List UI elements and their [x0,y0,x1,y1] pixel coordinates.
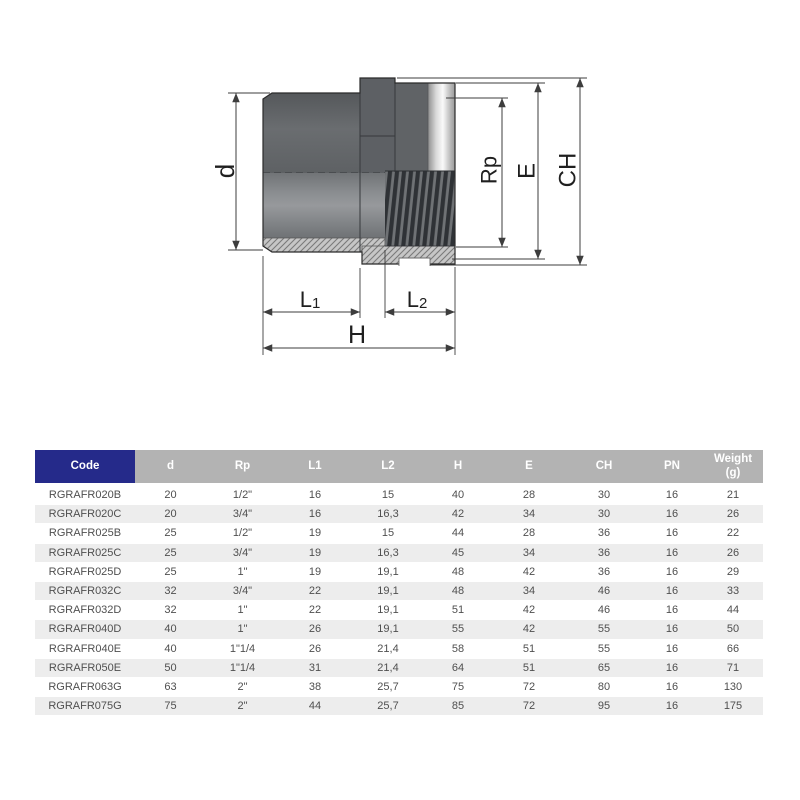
dim-label-d: d [210,163,240,179]
row-code-cell: RGRAFR040D [35,620,135,639]
table-cell: 1"1/4 [206,659,279,678]
table-cell: 64 [425,659,491,678]
table-row [35,524,763,543]
table-cell: 46 [567,582,641,601]
table-cell: 1" [206,601,279,620]
table-cell: 85 [425,697,491,716]
table-cell: 33 [703,582,763,601]
table-cell: 51 [425,601,491,620]
table-cell: 42 [491,601,567,620]
table-cell: 22 [279,582,351,601]
table-cell: 16 [279,486,351,505]
table-cell: 31 [279,659,351,678]
table-cell: 19 [279,524,351,543]
table-cell: 32 [135,601,206,620]
table-cell: 26 [279,640,351,659]
table-cell: 55 [567,640,641,659]
bore-section [263,173,385,238]
table-cell: 16 [641,640,703,659]
table-cell: 65 [567,659,641,678]
table-row [35,505,763,524]
table-cell: 16 [641,678,703,697]
table-cell: 15 [351,486,425,505]
table-cell: 16,3 [351,544,425,563]
table-cell: 36 [567,524,641,543]
table-row [35,601,763,620]
table-cell: 44 [703,601,763,620]
table-cell: 28 [491,486,567,505]
table-cell: 1/2" [206,524,279,543]
table-row [35,640,763,659]
spec-table [35,450,763,716]
table-cell: 1"1/4 [206,640,279,659]
table-cell: 25 [135,544,206,563]
dim-label-l2: L2 [406,287,428,312]
table-cell: 19 [279,563,351,582]
table-cell: 42 [491,563,567,582]
table-cell: 16 [641,505,703,524]
table-cell: 21,4 [351,640,425,659]
table-cell: 16 [641,620,703,639]
table-cell: 19,1 [351,563,425,582]
table-row [35,486,763,505]
table-cell: 34 [491,544,567,563]
row-code-cell: RGRAFR063G [35,678,135,697]
spigot-body [263,93,360,173]
table-cell: 16 [641,486,703,505]
header-rp: Rp [206,450,279,486]
table-cell: 36 [567,563,641,582]
header-row [35,450,763,486]
dimension-l1 [263,256,360,355]
table-cell: 1" [206,620,279,639]
table-cell: 20 [135,505,206,524]
table-cell: 19,1 [351,601,425,620]
dim-label-e: E [513,162,541,180]
table-cell: 16 [641,582,703,601]
table-cell: 19 [279,544,351,563]
table-cell: 2" [206,697,279,716]
table-cell: 16 [279,505,351,524]
table-cell: 50 [135,659,206,678]
row-code-cell: RGRAFR025D [35,563,135,582]
table-row [35,678,763,697]
table-cell: 72 [491,697,567,716]
table-cell: 34 [491,505,567,524]
table-cell: 32 [135,582,206,601]
table-cell: 34 [491,582,567,601]
table-row [35,582,763,601]
dimension-h [263,321,455,349]
row-code-cell: RGRAFR025B [35,524,135,543]
table-cell: 55 [567,620,641,639]
table-cell: 71 [703,659,763,678]
row-code-cell: RGRAFR050E [35,659,135,678]
table-cell: 40 [425,486,491,505]
table-cell: 36 [567,544,641,563]
table-cell: 19,1 [351,582,425,601]
table-cell: 22 [703,524,763,543]
table-cell: 2" [206,678,279,697]
table-body [35,486,763,716]
table-cell: 175 [703,697,763,716]
table-cell: 55 [425,620,491,639]
dim-label-ch: CH [554,152,582,188]
table-cell: 46 [567,601,641,620]
table-cell: 58 [425,640,491,659]
dim-label-h: H [347,321,367,349]
header-l1: L1 [279,450,351,486]
table-row [35,697,763,716]
dim-label-rp: Rp [476,155,502,185]
table-cell: 28 [491,524,567,543]
table-row [35,620,763,639]
row-code-cell: RGRAFR020C [35,505,135,524]
table-cell: 19,1 [351,620,425,639]
table-cell: 44 [425,524,491,543]
table-cell: 15 [351,524,425,543]
row-code-cell: RGRAFR020B [35,486,135,505]
table-cell: 48 [425,563,491,582]
table-cell: 42 [425,505,491,524]
table-cell: 16 [641,544,703,563]
table-header [35,450,763,486]
table-cell: 1/2" [206,486,279,505]
row-code-cell: RGRAFR032C [35,582,135,601]
table-cell: 16 [641,524,703,543]
table-cell: 51 [491,659,567,678]
table-cell: 16 [641,659,703,678]
table-cell: 30 [567,486,641,505]
table-cell: 42 [491,620,567,639]
table-cell: 95 [567,697,641,716]
table-cell: 75 [135,697,206,716]
table-cell: 16 [641,563,703,582]
table-cell: 21,4 [351,659,425,678]
table-row [35,544,763,563]
table-cell: 51 [491,640,567,659]
table-cell: 38 [279,678,351,697]
table-cell: 21 [703,486,763,505]
table-cell: 130 [703,678,763,697]
table-cell: 25 [135,563,206,582]
table-cell: 29 [703,563,763,582]
table-cell: 16 [641,697,703,716]
table-cell: 3/4" [206,582,279,601]
dim-label-l1: L1 [299,287,321,312]
table-cell: 25,7 [351,697,425,716]
table-cell: 16 [641,601,703,620]
fitting-body [263,78,455,266]
table-cell: 20 [135,486,206,505]
table-row [35,563,763,582]
thread-section [385,171,455,246]
table-row [35,659,763,678]
table-cell: 30 [567,505,641,524]
table-cell: 48 [425,582,491,601]
header-pn: PN [641,450,703,486]
header-h: H [425,450,491,486]
header-weight [703,450,763,486]
table-cell: 50 [703,620,763,639]
header-e: E [491,450,567,486]
header-ch: CH [567,450,641,486]
table-cell: 22 [279,601,351,620]
table-cell: 26 [279,620,351,639]
table-cell: 26 [703,505,763,524]
table-cell: 25,7 [351,678,425,697]
header-l2: L2 [351,450,425,486]
table-cell: 26 [703,544,763,563]
table-cell: 45 [425,544,491,563]
row-code-cell: RGRAFR075G [35,697,135,716]
row-code-cell: RGRAFR032D [35,601,135,620]
table-cell: 40 [135,620,206,639]
socket-mouth-notch [399,258,430,266]
table-cell: 66 [703,640,763,659]
dimension-d [210,93,270,250]
table-cell: 80 [567,678,641,697]
table-cell: 72 [491,678,567,697]
hex-collar [360,78,395,173]
header-d: d [135,450,206,486]
table-cell: 3/4" [206,505,279,524]
header-code: Code [35,450,135,486]
row-code-cell: RGRAFR040E [35,640,135,659]
thread-highlight-band [428,83,455,172]
header-weight-line2: (g) [725,466,741,479]
row-code-cell: RGRAFR025C [35,544,135,563]
table-cell: 63 [135,678,206,697]
table-cell: 40 [135,640,206,659]
table-cell: 1" [206,563,279,582]
header-weight-line1: Weight [713,453,753,466]
table-cell: 16,3 [351,505,425,524]
table-cell: 25 [135,524,206,543]
table-cell: 75 [425,678,491,697]
table-cell: 3/4" [206,544,279,563]
table-cell: 44 [279,697,351,716]
